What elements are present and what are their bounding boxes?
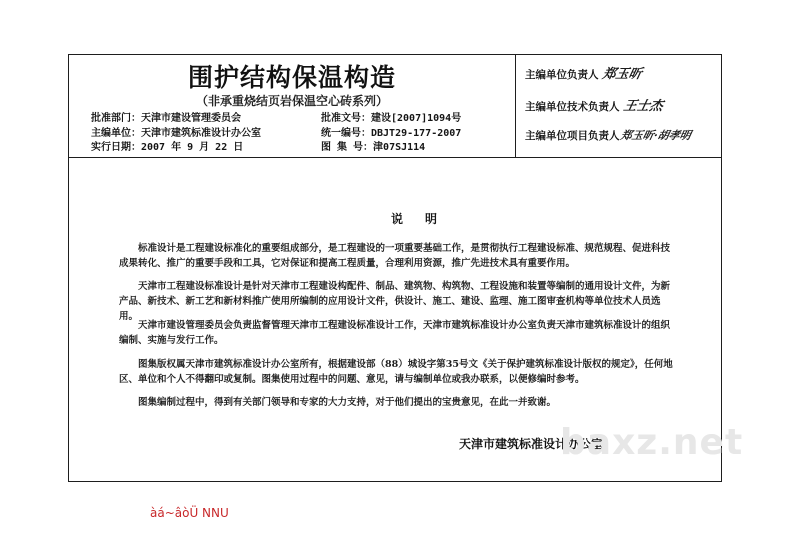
- paragraph: 图集编制过程中，得到有关部门领导和专家的大力支持，对于他们提出的宝贵意见，在此一并致谢。: [138, 397, 557, 408]
- handwritten-signature: 郑玉昕: [600, 67, 643, 82]
- title-block: [69, 55, 721, 158]
- meta-value: 天津市建设管理委员会: [141, 113, 241, 124]
- paragraph: 天津市工程建设标准设计是针对天津市工程建设构配件、制品、建筑物、构筑物、工程设施和装置等编制的通用设计文件，为新产品、新技术、新工艺和新材料推广使用所编制的应用设计文件，供设计、施工、建设、监理、施工图审查机构等单位技术人员选用。: [119, 281, 671, 322]
- meta-row: [91, 127, 511, 142]
- signature-role: 主编单位负责人: [525, 69, 599, 81]
- signature-block: [525, 55, 721, 157]
- paragraph: 标准设计是工程建设标准化的重要组成部分，是工程建设的一项重要基础工作，是贯彻执行工程建设标准、规范规程、促进科技成果转化、推广的重要手段和工具，它对保证和提高工程质量，合理利用资源，推广先进技术具有重要作用。: [119, 243, 671, 269]
- section-heading: 说明: [390, 212, 459, 226]
- meta-row: [91, 141, 511, 156]
- signature-row: [525, 95, 721, 114]
- meta-label: 统一编号：: [321, 127, 371, 139]
- meta-label: 批准文号：: [321, 113, 371, 124]
- meta-row: [91, 112, 511, 127]
- signature-role: 主编单位项目负责人: [525, 130, 620, 142]
- footer-text: àá~âòÜ NNU: [150, 506, 229, 520]
- document-sheet: [68, 54, 722, 482]
- paragraph: 天津市建设管理委员会负责监督管理天津市工程建设标准设计工作，天津市建筑标准设计办公室负责天津市建筑标准设计的组织编制、实施与发行工作。: [119, 320, 671, 346]
- meta-label: 批准部门：: [91, 113, 141, 124]
- document-subtitle: （非承重烧结页岩保温空心砖系列）: [195, 94, 388, 108]
- signature-role: 主编单位技术负责人: [525, 101, 620, 113]
- watermark: baxz.net: [560, 422, 744, 463]
- document-title: 围护结构保温构造: [187, 63, 396, 92]
- meta-value: 2007 年 9 月 22 日: [141, 142, 244, 153]
- meta-label: 主编单位：: [91, 127, 141, 139]
- handwritten-signature: 王士杰: [621, 99, 664, 114]
- meta-value: DBJT29-177-2007: [371, 127, 462, 139]
- approval-info: [91, 112, 511, 156]
- signature-row: [525, 127, 721, 143]
- issuing-office: 天津市建筑标准设计办公室: [458, 437, 603, 451]
- meta-value: 天津市建筑标准设计办公室: [141, 127, 261, 139]
- meta-value: 津07SJ114: [373, 142, 426, 153]
- signature-row: [525, 63, 721, 82]
- meta-label: 实行日期：: [91, 142, 141, 153]
- handwritten-signature: 郑玉昕·胡孝明: [619, 129, 692, 142]
- paragraph: 图集版权属天津市建筑标准设计办公室所有，根据建设部（88）城设字第35号文《关于保护建筑标准设计版权的规定》，任何地区、单位和个人不得翻印或复制。图集使用过程中的问题、意见，请与编制单位或我办联系，以便修编时参考。: [119, 359, 673, 385]
- meta-value: 建设[2007]1094号: [371, 113, 462, 124]
- meta-label: 图 集 号：: [321, 142, 374, 153]
- title-block-left: [69, 55, 516, 157]
